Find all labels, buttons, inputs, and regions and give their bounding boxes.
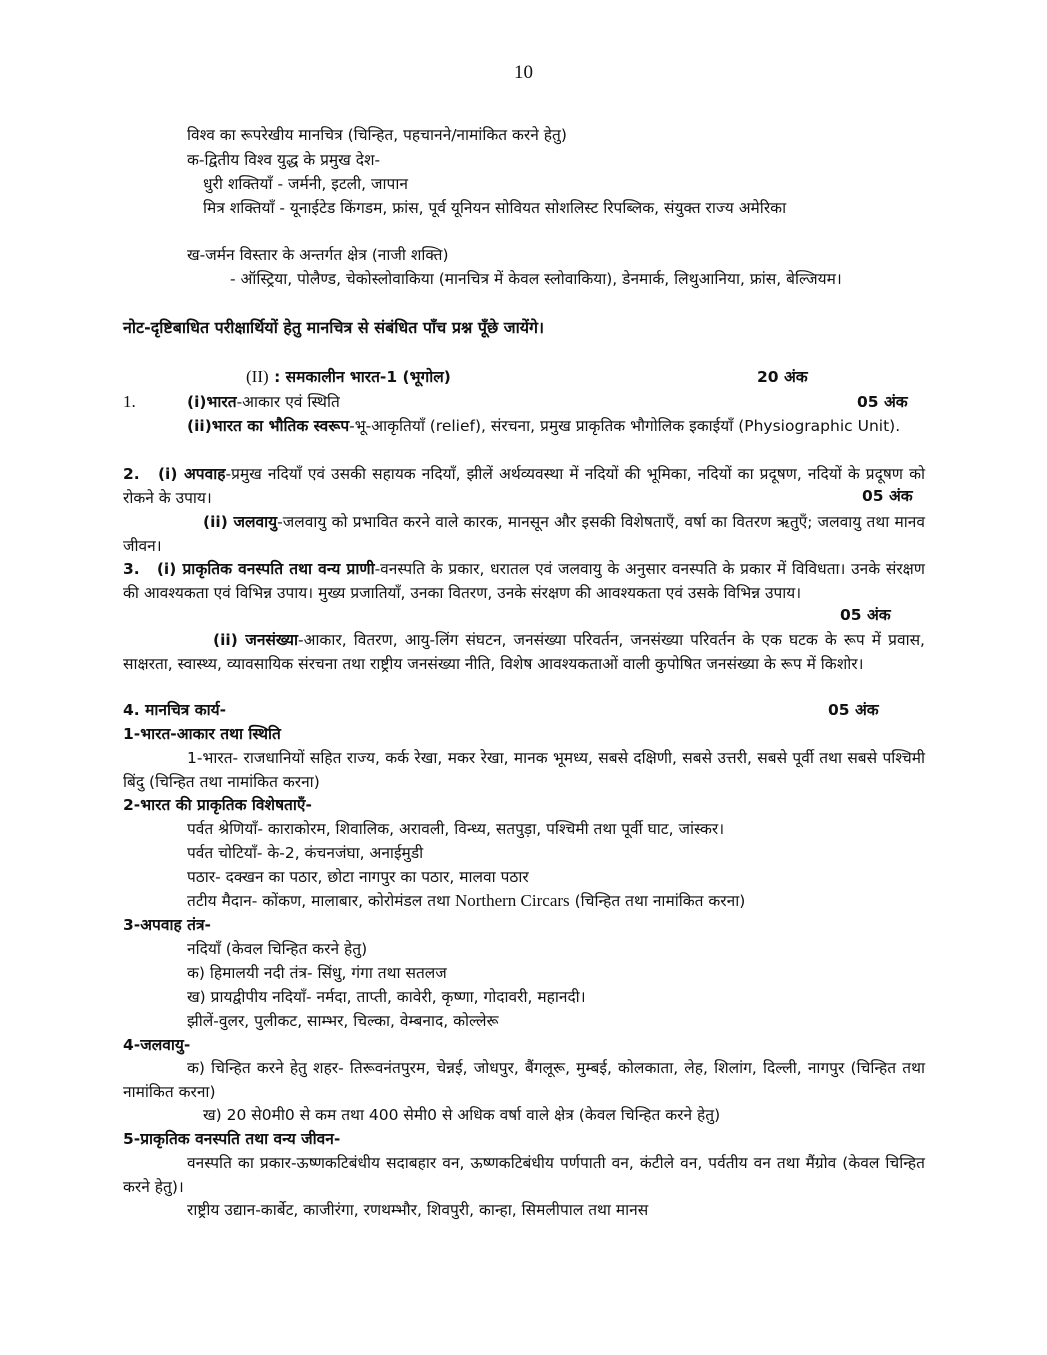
axis-powers: धुरी शक्तियाँ - जर्मनी, इटली, जापान — [203, 175, 408, 193]
item-1-i — [187, 391, 340, 413]
himalayan-rivers: क) हिमालयी नदी तंत्र- सिंधु, गंगा तथा सतलज — [187, 964, 447, 982]
item-2-i — [123, 462, 925, 510]
coastal-plains-b: (चिन्हित तथा नामांकित करना) — [574, 892, 746, 910]
peninsular-rivers: ख) प्रायद्वीपीय नदियाँ- नर्मदा, ताप्ती, कावेरी, कृष्णा, गोदावरी, महानदी। — [187, 988, 586, 1006]
item-3-i-text: -वनस्पति के प्रकार, धरातल एवं जलवायु के अनुसार वनस्पति के प्रकार में विविधता। उनके संरक्षण की आवश्यकता एवं विभिन्न उपाय। मुख्य प्रजातियाँ, उनका वितरण, उनके संरक्षण की आवश्यकता एवं उसके विभिन्न उपाय। — [123, 560, 925, 602]
map-work-heading: 4. मानचित्र कार्य- — [123, 701, 227, 719]
item-1-ii-text: -भू-आकृतियाँ (relief), संरचना, प्रमुख प्राकृतिक भौगोलिक इकाईयाँ (Physiographic Unit). — [349, 417, 901, 435]
map-h3: 3-अपवाह तंत्र- — [123, 916, 211, 934]
map-h1: 1-भारत-आकार तथा स्थिति — [123, 725, 281, 743]
item-3-ii-label: (ii) जनसंख्या — [213, 631, 298, 649]
item-2-i-text: -प्रमुख नदियाँ एवं उसकी सहायक नदियाँ, झीलें अर्थव्यवस्था में नदियों की भूमिका, नदियों का प्रदूषण, नदियों के प्रदूषण को रोकने के उपाय। — [123, 465, 926, 507]
note-visually-impaired: नोट-दृष्टिबाधित परीक्षार्थियों हेतु मानचित्र से संबंधित पाँच प्रश्न पूँछे जायेंगे। — [123, 318, 545, 337]
rainfall-areas: ख) 20 से0मी0 से कम तथा 400 सेमी0 से अधिक वर्षा वाले क्षेत्र (केवल चिन्हित करने हेतु) — [203, 1106, 721, 1124]
coastal-plains — [187, 890, 745, 912]
allied-powers — [203, 196, 925, 220]
section-title — [246, 366, 451, 388]
rivers-note: नदियाँ (केवल चिन्हित करने हेतु) — [187, 940, 368, 958]
item-1-i-label: (i)भारत — [187, 393, 237, 411]
item-2-ii-text: -जलवायु को प्रभावित करने वाले कारक, मानसून और इसकी विशेषताएँ, वर्षा का वितरण ऋतुएँ; जलवायु तथा मानव जीवन। — [123, 513, 925, 555]
map-h5: 5-प्राकृतिक वनस्पति तथा वन्य जीवन- — [123, 1130, 341, 1148]
nazi-territories: - ऑस्ट्रिया, पोलैण्ड, चेकोस्लोवाकिया (मानचित्र में केवल स्लोवाकिया), डेनमार्क, लिथुआनिया, फ्रांस, बेल्जियम। — [230, 270, 842, 288]
section-marks: 20 अंक — [757, 368, 808, 386]
item-2-number: 2. — [123, 465, 140, 483]
lakes: झीलें-वुलर, पुलीकट, साम्भर, चिल्का, वेम्बनाद, कोल्लेरू — [187, 1012, 499, 1030]
section-title-text: : समकालीन भारत-1 (भूगोल) — [274, 368, 451, 386]
item-2-marks: 05 अंक — [862, 487, 913, 505]
map-work-marks: 05 अंक — [828, 701, 879, 719]
coastal-plains-en: Northern Circars — [454, 891, 570, 910]
item-1-ii — [123, 414, 925, 438]
map-h4: 4-जलवायु- — [123, 1036, 191, 1054]
item-2-i-label: (i) अपवाह — [157, 465, 226, 483]
item-1-i-text: -आकार एवं स्थिति — [236, 393, 340, 411]
ww2-countries-heading: क-द्वितीय विश्व युद्ध के प्रमुख देश- — [187, 151, 381, 169]
item-3-i-label: (i) प्राकृतिक वनस्पति तथा वन्य प्राणी — [156, 560, 375, 578]
item-3-number: 3. — [123, 560, 140, 578]
map-p1: 1-भारत- राजधानियों सहित राज्य, कर्क रेखा, मकर रेखा, मानक भूमध्य, सबसे दक्षिणी, सबसे उत्तरी, सबसे पूर्वी तथा सबसे पश्चिमी बिंदु (चिन्हित तथा नामांकित करना) — [123, 749, 925, 791]
item-3-ii — [123, 628, 925, 676]
nazi-expansion-heading: ख-जर्मन विस्तार के अन्तर्गत क्षेत्र (नाजी शक्ति) — [187, 246, 449, 264]
vegetation-types: वनस्पति का प्रकार-ऊष्णकटिबंधीय सदाबहार वन, ऊष्णकटिबंधीय पर्णपाती वन, कंटीले वन, पर्वतीय वन तथा मैंग्रोव (केवल चिन्हित करने हेतु)। — [123, 1154, 925, 1196]
item-1-marks: 05 अंक — [857, 393, 908, 411]
climate-cities: क) चिन्हित करने हेतु शहर- तिरूवनंतपुरम, चेन्नई, जोधपुर, बैंगलूरू, मुम्बई, कोलकाता, लेह, शिलांग, दिल्ली, नागपुर (चिन्हित तथा नामांकित करना) — [123, 1059, 925, 1101]
item-2-ii-label: (ii) जलवायु — [203, 513, 278, 531]
plateaus: पठार- दक्खन का पठार, छोटा नागपुर का पठार, मालवा पठार — [187, 868, 529, 886]
item-2-ii — [123, 510, 925, 558]
world-map-heading: विश्व का रूपरेखीय मानचित्र (चिन्हित, पहचानने/नामांकित करने हेतु) — [187, 126, 567, 144]
item-3-ii-text: -आकार, वितरण, आयु-लिंग संघटन, जनसंख्या परिवर्तन, जनसंख्या परिवर्तन के एक घटक के रूप में प्रवास, साक्षरता, स्वास्थ्य, व्यावसायिक संरचना तथा राष्ट्रीय जनसंख्या नीति, विशेष आवश्यकताओं वाली कुपोषित जनसंख्या के रूप में किशोर। — [123, 631, 925, 673]
page-number: 10 — [514, 62, 533, 83]
map-h2: 2-भारत की प्राकृतिक विशेषताएँ- — [123, 796, 312, 814]
coastal-plains-a: तटीय मैदान- कोंकण, मालाबार, कोरोमंडल तथा — [187, 892, 450, 910]
item-3-marks: 05 अंक — [840, 606, 891, 624]
mountain-ranges: पर्वत श्रेणियाँ- काराकोरम, शिवालिक, अरावली, विन्ध्य, सतपुड़ा, पश्चिमी तथा पूर्वी घाट, जांस्कर। — [187, 820, 725, 838]
item-1-ii-label: (ii)भारत का भौतिक स्वरूप — [187, 417, 350, 435]
section-roman: (II) — [246, 367, 269, 386]
allied-powers-text: मित्र शक्तियाँ - यूनाईटेड किंगडम, फ्रांस, पूर्व यूनियन सोवियत सोशलिस्ट रिपब्लिक, संयुक्त राज्य अमेरिका — [203, 199, 787, 217]
national-parks: राष्ट्रीय उद्यान-कार्बेट, काजीरंगा, रणथम्भौर, शिवपुरी, कान्हा, सिमलीपाल तथा मानस — [187, 1201, 649, 1219]
item-1-number: 1. — [123, 392, 136, 411]
mountain-peaks: पर्वत चोटियाँ- के-2, कंचनजंघा, अनाईमुडी — [187, 844, 424, 862]
item-3-i — [123, 557, 925, 605]
